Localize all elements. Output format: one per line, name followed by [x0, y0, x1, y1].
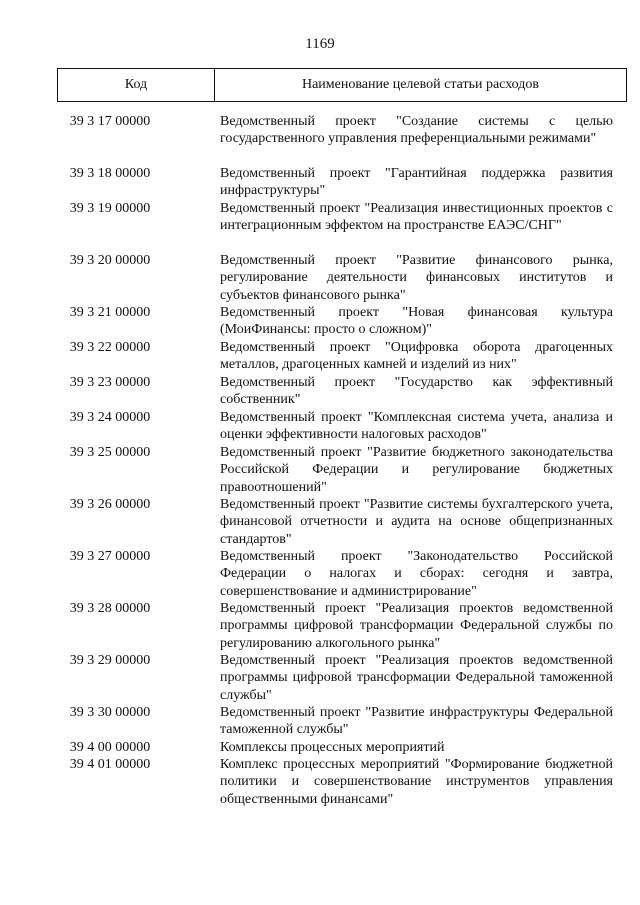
header-code: Код: [58, 69, 215, 102]
row-code: 39 3 26 00000: [69, 497, 151, 512]
row-name: Ведомственный проект "Реализация проектов ведомственной программы цифровой трансформации Федеральной службы по регулированию алкогольного рынка": [220, 601, 613, 651]
row-name: Ведомственный проект "Гарантийная поддержка развития инфраструктуры": [220, 166, 613, 199]
table-row: [0, 339, 640, 374]
table-header: [57, 68, 627, 102]
row-name: Комплекс процессных мероприятий "Формирование бюджетной политики и совершенствование инструментов управления общественными финансами": [220, 757, 613, 807]
row-code: 39 4 01 00000: [69, 757, 151, 772]
table-row: [0, 739, 640, 756]
row-name: Ведомственный проект "Развитие финансового рынка, регулирование деятельности финансовых институтов и субъектов финансового рынка": [220, 253, 613, 303]
table-row: [0, 409, 640, 444]
table-row: [0, 548, 640, 600]
row-name: Ведомственный проект "Реализация инвестиционных проектов с интеграционным эффектом на пространстве ЕАЭС/СНГ": [220, 201, 613, 234]
row-code: 39 3 22 00000: [69, 340, 151, 355]
row-name: Ведомственный проект "Создание системы с целью государственного управления преференциальными режимами": [220, 114, 613, 147]
table-row: [0, 756, 640, 808]
row-code: 39 3 27 00000: [69, 549, 151, 564]
table-row: [0, 374, 640, 409]
row-code: 39 3 19 00000: [69, 201, 151, 216]
table-body: [0, 113, 640, 808]
row-code: 39 3 21 00000: [69, 305, 151, 320]
table-row: [0, 600, 640, 652]
row-code: 39 3 17 00000: [69, 114, 151, 129]
row-name: Ведомственный проект "Комплексная система учета, анализа и оценки эффективности налоговых расходов": [220, 410, 613, 443]
table-row: [0, 704, 640, 739]
row-code: 39 3 18 00000: [69, 166, 151, 181]
row-code: 39 3 29 00000: [69, 653, 151, 668]
table-row: [0, 165, 640, 200]
table-row: [0, 113, 640, 165]
row-name: Ведомственный проект "Новая финансовая культура (МоиФинансы: просто о сложном)": [220, 305, 613, 338]
row-name: Ведомственный проект "Развитие бюджетного законодательства Российской Федерации и регулирование бюджетных правоотношений": [220, 445, 613, 495]
header-name: Наименование целевой статьи расходов: [215, 69, 627, 102]
row-name: Комплексы процессных мероприятий: [220, 740, 445, 755]
row-name: Ведомственный проект "Государство как эффективный собственник": [220, 375, 613, 408]
row-name: Ведомственный проект "Оцифровка оборота драгоценных металлов, драгоценных камней и изделий из них": [220, 340, 613, 373]
row-code: 39 3 25 00000: [69, 445, 151, 460]
table-row: [0, 444, 640, 496]
row-code: 39 4 00 00000: [69, 740, 151, 755]
row-name: Ведомственный проект "Реализация проектов ведомственной программы цифровой трансформации Федеральной таможенной службы": [220, 653, 613, 703]
row-name: Ведомственный проект "Законодательство Российской Федерации о налогах и сборах: сегодня и завтра, совершенствование и администрирование": [220, 549, 613, 599]
row-code: 39 3 30 00000: [69, 705, 151, 720]
row-code: 39 3 20 00000: [69, 253, 151, 268]
row-code: 39 3 24 00000: [69, 410, 151, 425]
table-row: [0, 496, 640, 548]
row-code: 39 3 28 00000: [69, 601, 151, 616]
row-code: 39 3 23 00000: [69, 375, 151, 390]
table-row: [0, 652, 640, 704]
page-number: 1169: [305, 36, 335, 52]
table-row: [0, 200, 640, 252]
table-row: [0, 252, 640, 304]
row-name: Ведомственный проект "Развитие инфраструктуры Федеральной таможенной службы": [220, 705, 613, 738]
row-name: Ведомственный проект "Развитие системы бухгалтерского учета, финансовой отчетности и аудита на основе общепризнанных стандартов": [220, 497, 613, 547]
table-row: [0, 304, 640, 339]
